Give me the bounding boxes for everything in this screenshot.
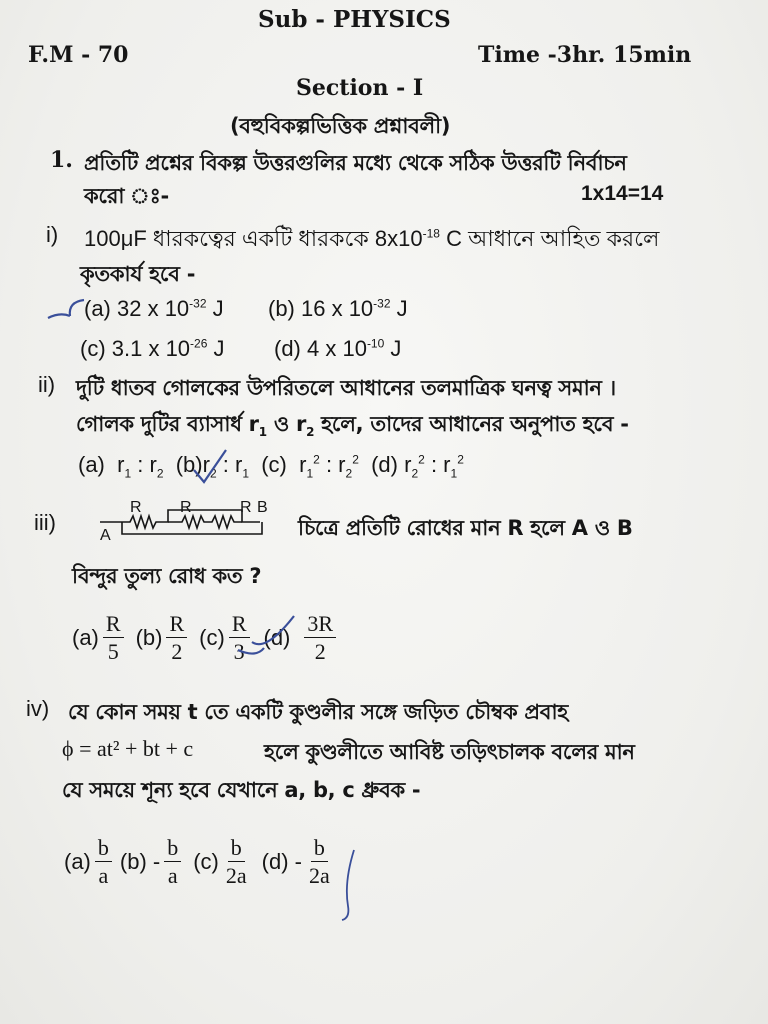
q4-frac-c: $\frac{b}{2a}$ bbox=[225, 835, 247, 889]
q2-options: (a) $r_1$ : $r_2$ $(b)r_2$ : $r_1$ (c) $r_1^2$ : $r_2^2$ (d) $r_2^2$ : $r_1^2$ bbox=[78, 452, 464, 481]
q3-frac-c: $\frac{R}{3}$ bbox=[229, 612, 250, 663]
flux-equation: ϕ = at² + bt + c bbox=[62, 736, 194, 761]
resistor-label-2: R bbox=[180, 499, 192, 516]
question-number: 1. bbox=[50, 147, 73, 173]
q4-line-2: হলে কুণ্ডলীতে আবিষ্ট তড়িৎচালক বলের মান bbox=[264, 740, 635, 764]
q4-line-1: যে কোন সময় t তে একটি কুণ্ডলীর সঙ্গে জড়িত চৌম্বক প্রবাহ bbox=[68, 700, 568, 724]
section-subtitle: (বহুবিকল্পভিত্তিক প্রশ্নাবলী) bbox=[230, 114, 451, 138]
q3-line-1: চিত্রে প্রতিটি রোধের মান R হলে A ও B bbox=[298, 516, 633, 540]
instruction-line-2: করো ঃ- bbox=[84, 184, 169, 208]
q1-line-2: কৃতকার্য হবে - bbox=[80, 262, 196, 286]
resistor-label-3: R bbox=[240, 499, 252, 516]
q1-line-1: 100μF ধারকত্বের একটি ধারককে $8x10^{-18}$ C আধানে আহিত করলে bbox=[84, 226, 660, 251]
section-heading: Section - I bbox=[296, 75, 424, 101]
point-a-label: A bbox=[100, 527, 111, 544]
q1-number: i) bbox=[46, 222, 59, 247]
resistor-label-1: R bbox=[130, 499, 142, 516]
pen-stroke-mark bbox=[336, 846, 366, 922]
pen-tick-mark bbox=[232, 612, 312, 662]
pen-tick-mark bbox=[44, 296, 104, 326]
q2-line-1: দুটি ধাতব গোলকের উপরিতলে আধানের তলমাত্রিক ঘনত্ব সমান । bbox=[76, 376, 616, 400]
q3-line-2: বিন্দুর তুল্য রোধ কত ? bbox=[72, 564, 262, 588]
q3-frac-b: $\frac{R}{2}$ bbox=[166, 612, 187, 663]
q4-line-3: যে সময়ে শূন্য হবে যেখানে a, b, c ধ্রুবক - bbox=[62, 778, 421, 802]
full-marks: F.M - 70 bbox=[28, 42, 129, 68]
q1-option-b: (b) 16 x $10^{-32}$ J bbox=[268, 296, 408, 321]
q3-number: iii) bbox=[34, 510, 56, 535]
q1-option-c: (c) 3.1 x $10^{-26}$ J bbox=[80, 336, 225, 361]
pen-tick-mark bbox=[186, 446, 234, 486]
q4-options: (a) $\frac{b}{a}$ (b) - $\frac{b}{a}$ (c) $\frac{b}{2a}$ (d) - $\frac{b}{2a}$ bbox=[64, 836, 337, 887]
time-allowed: Time -3hr. 15min bbox=[478, 42, 692, 68]
q3-frac-d: $\frac{3R}{2}$ bbox=[304, 612, 336, 663]
q3-options: (a) $\frac{R}{5}$ (b) $\frac{R}{2}$ (c) $\frac{R}{3}$ (d) $\frac{3R}{2}$ bbox=[72, 612, 340, 663]
q3-frac-a: $\frac{R}{5}$ bbox=[103, 612, 124, 663]
point-b-label: B bbox=[257, 499, 268, 516]
q4-number: iv) bbox=[26, 696, 50, 721]
q4-frac-b: $\frac{b}{a}$ bbox=[164, 836, 181, 887]
q1-option-d: (d) 4 x $10^{-10}$ J bbox=[274, 336, 402, 361]
instruction-marks: 1x14=14 bbox=[581, 182, 664, 205]
q4-frac-d: $\frac{b}{2a}$ bbox=[308, 835, 330, 889]
q2-line-2: গোলক দুটির ব্যাসার্ধ $r_1$ ও $r_2$ হলে, তাদের আধানের অনুপাত হবে - bbox=[76, 412, 629, 440]
q1-option-a: (a) 32 x $10^{-32}$ J bbox=[84, 296, 224, 321]
subject-title: Sub - PHYSICS bbox=[258, 6, 451, 33]
q4-frac-a: $\frac{b}{a}$ bbox=[95, 836, 112, 887]
instruction-line-1: প্রতিটি প্রশ্নের বিকল্প উত্তরগুলির মধ্যে থেকে সঠিক উত্তরটি নির্বাচন bbox=[84, 151, 627, 175]
q2-number: ii) bbox=[38, 372, 56, 397]
